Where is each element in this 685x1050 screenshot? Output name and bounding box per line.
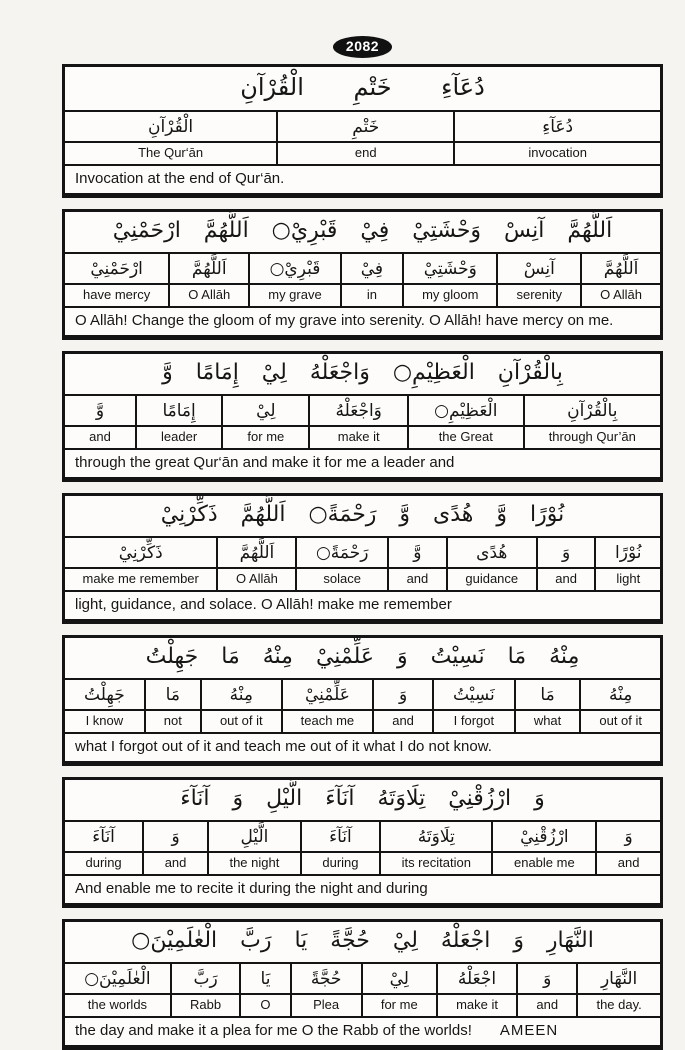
word-column xyxy=(142,822,207,875)
arabic-word-cell: ارْزُقْنِيْ xyxy=(493,822,595,853)
word-grid xyxy=(65,822,660,877)
english-word-cell: make it xyxy=(337,428,380,444)
word-column xyxy=(281,680,373,733)
word-column xyxy=(340,254,402,307)
word-column xyxy=(402,254,496,307)
english-word-cell: and xyxy=(164,854,187,870)
english-word-cell: in xyxy=(366,286,377,302)
arabic-word-cell: خَتْمِ xyxy=(278,112,453,143)
english-word-cell: and xyxy=(406,570,429,586)
english-word-cell: and xyxy=(536,996,559,1012)
translation-text: the day and make it a plea for me O the Rabb of the worlds! xyxy=(75,1022,472,1040)
english-word-cell: my grave xyxy=(268,286,322,302)
word-grid xyxy=(65,964,660,1019)
english-word-cell: out of it xyxy=(219,712,263,728)
arabic-word-cell: وَ xyxy=(538,538,595,569)
arabic-word-cell: مِنْهُ xyxy=(581,680,660,711)
page-number-badge: 2082 xyxy=(333,36,392,58)
english-word-cell: enable me xyxy=(513,854,575,870)
arabic-header-line: وَ ارْزُقْنِيْ تِلَاوَتَهُ آنَآءَ الَّيْلِ وَ آنَآءَ xyxy=(65,780,660,822)
page-content xyxy=(62,36,663,1050)
arabic-header-line: مِنْهُ مَا نَسِيْتُ وَ عَلِّمْنِيْ مِنْهُ مَا جَهِلْتُ xyxy=(65,638,660,680)
word-grid xyxy=(65,254,660,309)
word-column xyxy=(595,822,660,875)
english-word-cell: during xyxy=(85,854,122,870)
arabic-word-cell: رَحْمَةً○ xyxy=(297,538,387,569)
word-grid xyxy=(65,538,660,593)
arabic-word-cell: اَللَّهُمَّ xyxy=(582,254,660,285)
word-column xyxy=(453,112,660,165)
english-word-cell: and xyxy=(89,428,111,444)
english-word-cell: Rabb xyxy=(190,996,222,1012)
english-word-cell: my gloom xyxy=(422,286,479,302)
word-column xyxy=(144,680,200,733)
english-word-cell: serenity xyxy=(516,286,563,302)
arabic-word-cell: مِنْهُ xyxy=(202,680,281,711)
arabic-word-cell: تِلَاوَتَهُ xyxy=(381,822,491,853)
arabic-word-cell: لِيْ xyxy=(363,964,436,995)
word-column xyxy=(496,254,580,307)
word-column xyxy=(491,822,595,875)
arabic-word-cell: وَّ xyxy=(389,538,446,569)
arabic-word-cell: عَلِّمْنِيْ xyxy=(283,680,373,711)
arabic-word-cell: وَ xyxy=(144,822,207,853)
word-column xyxy=(216,538,295,591)
translation-text: O Allāh! Change the gloom of my grave into serenity. O Allāh! have mercy on me. xyxy=(75,312,614,330)
word-column xyxy=(379,822,491,875)
arabic-word-cell: اَللَّهُمَّ xyxy=(170,254,248,285)
arabic-word-cell: إِمَامًا xyxy=(137,396,221,427)
arabic-word-cell: وَ xyxy=(518,964,576,995)
translation-row xyxy=(65,308,660,335)
arabic-word-cell: مَا xyxy=(146,680,200,711)
word-column xyxy=(248,254,340,307)
dua-section-6 xyxy=(62,777,663,908)
word-column xyxy=(594,538,660,591)
word-column xyxy=(221,396,308,449)
word-grid xyxy=(65,396,660,451)
arabic-word-cell: الَّيْلِ xyxy=(209,822,300,853)
word-column xyxy=(65,396,135,449)
arabic-word-cell: آنَآءَ xyxy=(65,822,142,853)
arabic-word-cell: هُدًى xyxy=(448,538,536,569)
arabic-word-cell: فِيْ xyxy=(342,254,402,285)
word-column xyxy=(65,254,168,307)
english-word-cell: The Qur‘ān xyxy=(138,144,204,160)
word-column xyxy=(65,538,216,591)
arabic-header-line: نُوْرًا وَّ هُدًى وَّ رَحْمَةً○ اَللَّهُمَّ ذَكِّرْنِيْ xyxy=(65,496,660,538)
word-column xyxy=(276,112,453,165)
english-word-cell: guidance xyxy=(465,570,519,586)
word-column xyxy=(432,680,514,733)
english-word-cell: light xyxy=(616,570,641,586)
english-word-cell: and xyxy=(392,712,414,728)
word-column xyxy=(207,822,300,875)
arabic-header-line: بِالْقُرْآنِ الْعَظِيْمِ○ وَاجْعَلْهُ لِيْ إِمَامًا وَّ xyxy=(65,354,660,396)
word-column xyxy=(239,964,289,1017)
arabic-header-line: النَّهَارِ وَ اجْعَلْهُ لِيْ حُجَّةً يَا رَبَّ الْعٰلَمِيْنَ○ xyxy=(65,922,660,964)
english-word-cell: and xyxy=(617,854,640,870)
english-word-cell: invocation xyxy=(528,144,587,160)
arabic-word-cell: وَّ xyxy=(65,396,135,427)
word-grid xyxy=(65,680,660,735)
translation-text: And enable me to recite it during the night and during xyxy=(75,880,428,898)
translation-row xyxy=(65,166,660,193)
arabic-word-cell: بِالْقُرْآنِ xyxy=(525,396,660,427)
arabic-word-cell: نَسِيْتُ xyxy=(434,680,514,711)
dua-section-5 xyxy=(62,635,663,766)
word-column xyxy=(135,396,221,449)
english-word-cell: leader xyxy=(161,428,198,444)
dua-section-7 xyxy=(62,919,663,1050)
arabic-word-cell: اَللَّهُمَّ xyxy=(218,538,295,569)
page-number-row xyxy=(62,36,663,58)
translation-text: Invocation at the end of Qur‘ān. xyxy=(75,170,285,188)
word-column xyxy=(361,964,436,1017)
arabic-word-cell: جَهِلْتُ xyxy=(65,680,144,711)
dua-section-4 xyxy=(62,493,663,624)
word-column xyxy=(372,680,432,733)
word-column xyxy=(200,680,281,733)
translation-row xyxy=(65,592,660,619)
english-word-cell: the Great xyxy=(438,428,493,444)
arabic-word-cell: رَبَّ xyxy=(172,964,239,995)
arabic-word-cell: وَحْشَتِيْ xyxy=(404,254,496,285)
english-word-cell: teach me xyxy=(300,712,355,728)
arabic-word-cell: وَ xyxy=(597,822,660,853)
dua-section-2 xyxy=(62,209,663,340)
word-column xyxy=(536,538,595,591)
english-word-cell: the day. xyxy=(596,996,642,1012)
english-word-cell: O Allāh xyxy=(188,286,231,302)
english-word-cell: make me remember xyxy=(82,570,199,586)
word-column xyxy=(514,680,580,733)
english-word-cell: what xyxy=(533,712,562,728)
translation-row xyxy=(65,1018,660,1045)
english-word-cell: for me xyxy=(247,428,285,444)
english-word-cell: during xyxy=(322,854,359,870)
arabic-word-cell: اجْعَلْهُ xyxy=(438,964,516,995)
word-column xyxy=(576,964,660,1017)
word-grid xyxy=(65,112,660,167)
translation-text: what I forgot out of it and teach me out of it what I do not know. xyxy=(75,738,492,756)
word-column xyxy=(516,964,576,1017)
word-column xyxy=(65,112,276,165)
arabic-header-line: اَللَّهُمَّ آنِسْ وَحْشَتِيْ فِيْ قَبْرِيْ○ اَللَّهُمَّ ارْحَمْنِيْ xyxy=(65,212,660,254)
word-column xyxy=(295,538,387,591)
arabic-word-cell: دُعَآءِ xyxy=(455,112,660,143)
english-word-cell: the night xyxy=(229,854,280,870)
english-word-cell: solace xyxy=(323,570,361,586)
arabic-word-cell: آنِسْ xyxy=(498,254,580,285)
arabic-word-cell: يَا xyxy=(241,964,289,995)
arabic-word-cell: الْقُرْآنِ xyxy=(65,112,276,143)
translation-row xyxy=(65,734,660,761)
english-word-cell: for me xyxy=(380,996,418,1012)
word-column xyxy=(65,822,142,875)
arabic-word-cell: وَاجْعَلْهُ xyxy=(310,396,407,427)
arabic-word-cell: لِيْ xyxy=(223,396,308,427)
word-column xyxy=(300,822,379,875)
arabic-word-cell: نُوْرًا xyxy=(596,538,660,569)
english-word-cell: have mercy xyxy=(83,286,151,302)
word-column xyxy=(65,680,144,733)
arabic-word-cell: الْعٰلَمِيْنَ○ xyxy=(65,964,170,995)
word-column xyxy=(446,538,536,591)
word-column xyxy=(436,964,516,1017)
english-word-cell: O xyxy=(260,996,271,1012)
word-column xyxy=(290,964,361,1017)
word-column xyxy=(65,964,170,1017)
english-word-cell: make it xyxy=(456,996,498,1012)
arabic-word-cell: ارْحَمْنِيْ xyxy=(65,254,168,285)
english-word-cell: end xyxy=(354,144,377,160)
english-word-cell: and xyxy=(555,570,577,586)
english-word-cell: its recitation xyxy=(401,854,471,870)
ameen-text: AMEEN xyxy=(499,1022,559,1040)
arabic-word-cell: حُجَّةً xyxy=(292,964,361,995)
arabic-word-cell: قَبْرِيْ○ xyxy=(250,254,340,285)
arabic-word-cell: النَّهَارِ xyxy=(578,964,660,995)
word-column xyxy=(170,964,239,1017)
word-column xyxy=(387,538,446,591)
english-word-cell: through Qur’ān xyxy=(548,428,636,444)
english-word-cell: O Allāh xyxy=(600,286,642,302)
translation-row xyxy=(65,876,660,903)
arabic-word-cell: ذَكِّرْنِيْ xyxy=(65,538,216,569)
word-column xyxy=(308,396,407,449)
word-column xyxy=(523,396,660,449)
english-word-cell: the worlds xyxy=(87,996,148,1012)
arabic-header-line: دُعَآءِ خَتْمِ الْقُرْآنِ xyxy=(65,67,660,112)
english-word-cell: O Allāh xyxy=(235,570,278,586)
translation-text: through the great Qur‘ān and make it for me a leader and xyxy=(75,454,455,472)
english-word-cell: I forgot xyxy=(453,712,495,728)
english-word-cell: not xyxy=(163,712,182,728)
arabic-word-cell: مَا xyxy=(516,680,580,711)
translation-row xyxy=(65,450,660,477)
arabic-word-cell: الْعَظِيْمِ○ xyxy=(409,396,523,427)
arabic-word-cell: آنَآءَ xyxy=(302,822,379,853)
word-column xyxy=(580,254,660,307)
english-word-cell: out of it xyxy=(599,712,642,728)
english-word-cell: Plea xyxy=(313,996,340,1012)
dua-sections-container xyxy=(62,64,663,1050)
arabic-word-cell: وَ xyxy=(374,680,432,711)
word-column xyxy=(168,254,248,307)
word-column xyxy=(579,680,660,733)
dua-section-3 xyxy=(62,351,663,482)
translation-text: light, guidance, and solace. O Allāh! make me remember xyxy=(75,596,452,614)
english-word-cell: I know xyxy=(85,712,124,728)
word-column xyxy=(407,396,523,449)
dua-section-1 xyxy=(62,64,663,198)
